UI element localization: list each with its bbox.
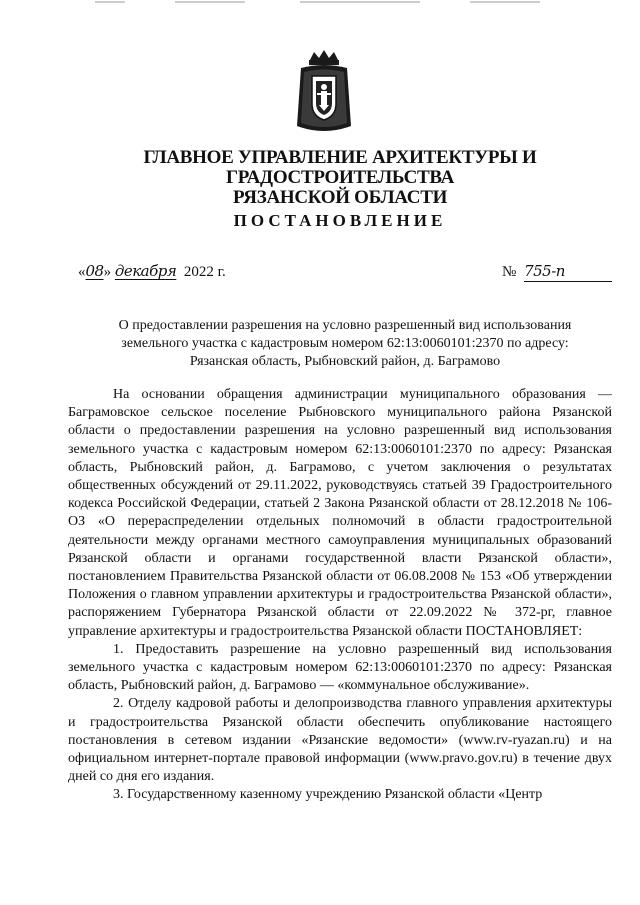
clause-1-paragraph: 1. Предоставить разрешение на условно разрешенный вид использования земельного участка с кадастровым номером 62:13:0060101:2370 по адресу: Рязанская область, Рыбновский район, д. Баграмово — «коммунальное обслуживание». — [68, 641, 612, 694]
authority-line-1: ГЛАВНОЕ УПРАВЛЕНИЕ АРХИТЕКТУРЫ И ГРАДОСТРОИТЕЛЬСТВА — [143, 147, 537, 188]
clause-3-paragraph: 3. Государственному казенному учреждению Рязанской области «Центр — [113, 787, 543, 803]
authority-line-2: РЯЗАНСКОЙ ОБЛАСТИ — [232, 187, 448, 208]
document-subject: О предоставлении разрешения на условно разрешенный вид использования земельного участка с кадастровым номером 62:13:0060101:2370 по адресу: Рязанская область, Рыбновский район, д. Баграмово — [118, 318, 572, 369]
number-handwritten: 755-п — [524, 262, 565, 280]
document-type-title: ПОСТАНОВЛЕНИЕ — [233, 211, 447, 230]
coat-of-arms-emblem — [293, 50, 355, 136]
date-day: 08 — [85, 262, 104, 280]
number-label: № — [502, 264, 517, 280]
preamble-paragraph: На основании обращения администрации муниципального образования — Баграмовское сельское поселение Рыбновского муниципального района Рязанской области о предоставлении разрешения на условно разрешенный вид использования земельного участка с кадастровым номером 62:13:0060101:2370 по адресу: Рязанская область, Рыбновский район, д. Баграмово, с учетом заключения о результатах общественных обсуждений от 29.11.2022, руководствуясь статьей 39 Градостроительного кодекса Российской Федерации, статьей 2 Закона Рязанской области от 28.12.2018 № 106-ОЗ «О перераспределении отдельных полномочий в области градостроительной деятельности между органами местного самоуправления муниципальных образований Рязанской области и органами государственной власти Рязанской области», постановлением Правительства Рязанской области от 06.08.2008 № 153 «Об утверждении Положения о главном управлении архитектуры и градостроительства Рязанской области», распоряжением Губернатора Рязанской области от 22.09.2022 № 372-рг, главное управление архитектуры и градостроительства Рязанской области ПОСТАНОВЛЯЕТ: — [68, 387, 612, 639]
date-open-quote: « — [78, 264, 86, 280]
issuing-authority — [60, 148, 620, 208]
document-number — [502, 262, 612, 282]
scan-edge-marks — [0, 0, 640, 10]
date-close-quote: » — [103, 264, 112, 280]
document-date — [78, 262, 226, 281]
date-month: декабря — [114, 262, 177, 280]
date-year: 2022 г. — [183, 264, 226, 280]
number-value — [524, 262, 612, 282]
clause-2-paragraph: 2. Отделу кадровой работы и делопроизводства главного управления архитектуры и градостроительства Рязанской области обеспечить опубликование настоящего постановления в сетевом издании «Рязанские ведомости» (www.rv-ryazan.ru) и на официальном интернет-портале правовой информации (www.pravo.gov.ru) в течение двух дней со дня его издания. — [68, 696, 612, 785]
document-body — [68, 386, 612, 805]
